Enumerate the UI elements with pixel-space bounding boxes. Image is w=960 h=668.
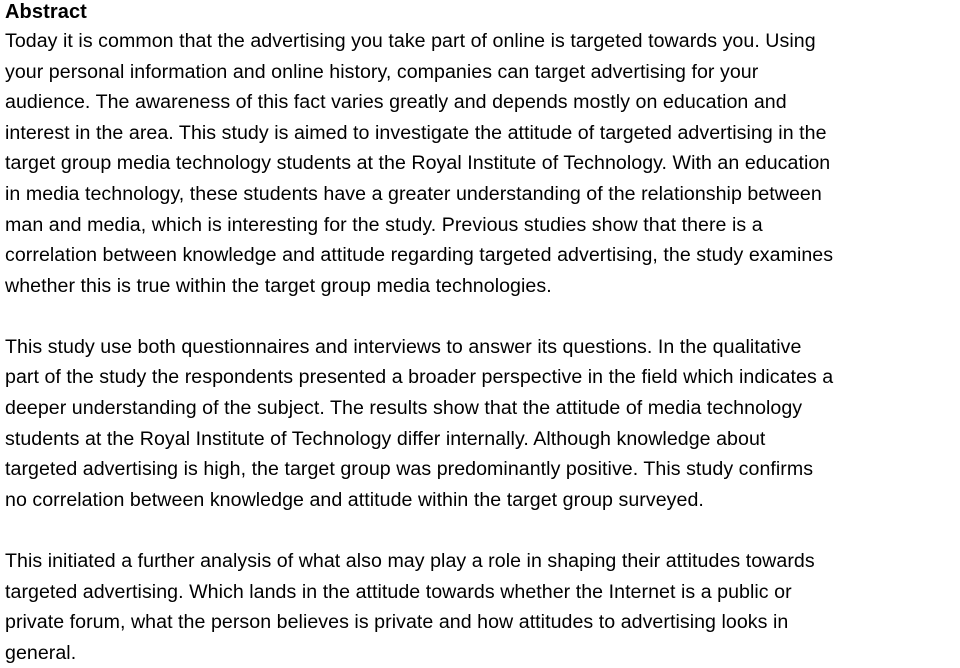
abstract-paragraph-3 [5,546,960,668]
paragraph-line: man and media, which is interesting for the study. Previous studies show that there is a [5,213,763,236]
abstract-paragraph-1 [5,26,960,301]
paragraph-line: no correlation between knowledge and attitude within the target group surveyed. [5,488,704,511]
paragraph-line: interest in the area. This study is aimed to investigate the attitude of targeted advertising in the [5,121,827,144]
paragraph-line: part of the study the respondents presented a broader perspective in the field which indicates a [5,366,834,389]
abstract-page [5,0,960,668]
paragraph-line: audience. The awareness of this fact varies greatly and depends mostly on education and [5,91,787,114]
paragraph-line: Today it is common that the advertising you take part of online is targeted towards you. Using [5,30,816,52]
abstract-heading: Abstract [5,1,87,23]
paragraph-line: in media technology, these students have a greater understanding of the relationship between [5,182,822,205]
paragraph-line: correlation between knowledge and attitude regarding targeted advertising, the study examines [5,244,834,267]
paragraph-line: students at the Royal Institute of Technology differ internally. Although knowledge about [5,427,766,450]
paragraph-line: target group media technology students at the Royal Institute of Technology. With an education [5,152,831,175]
abstract-paragraph-2 [5,332,960,516]
paragraph-line: This initiated a further analysis of what also may play a role in shaping their attitudes towards [5,549,815,572]
paragraph-line: targeted advertising is high, the target group was predominantly positive. This study confirms [5,458,814,481]
paragraph-line: targeted advertising. Which lands in the attitude towards whether the Internet is a public or [5,580,792,603]
paragraph-line: general. [5,641,77,664]
paragraph-line: private forum, what the person believes is private and how attitudes to advertising looks in [5,611,789,634]
paragraph-line: your personal information and online history, companies can target advertising for your [5,60,759,83]
paragraph-line: deeper understanding of the subject. The results show that the attitude of media technology [5,397,803,420]
paragraph-line: This study use both questionnaires and interviews to answer its questions. In the qualitative [5,335,802,358]
paragraph-line: whether this is true within the target group media technologies. [5,274,552,297]
